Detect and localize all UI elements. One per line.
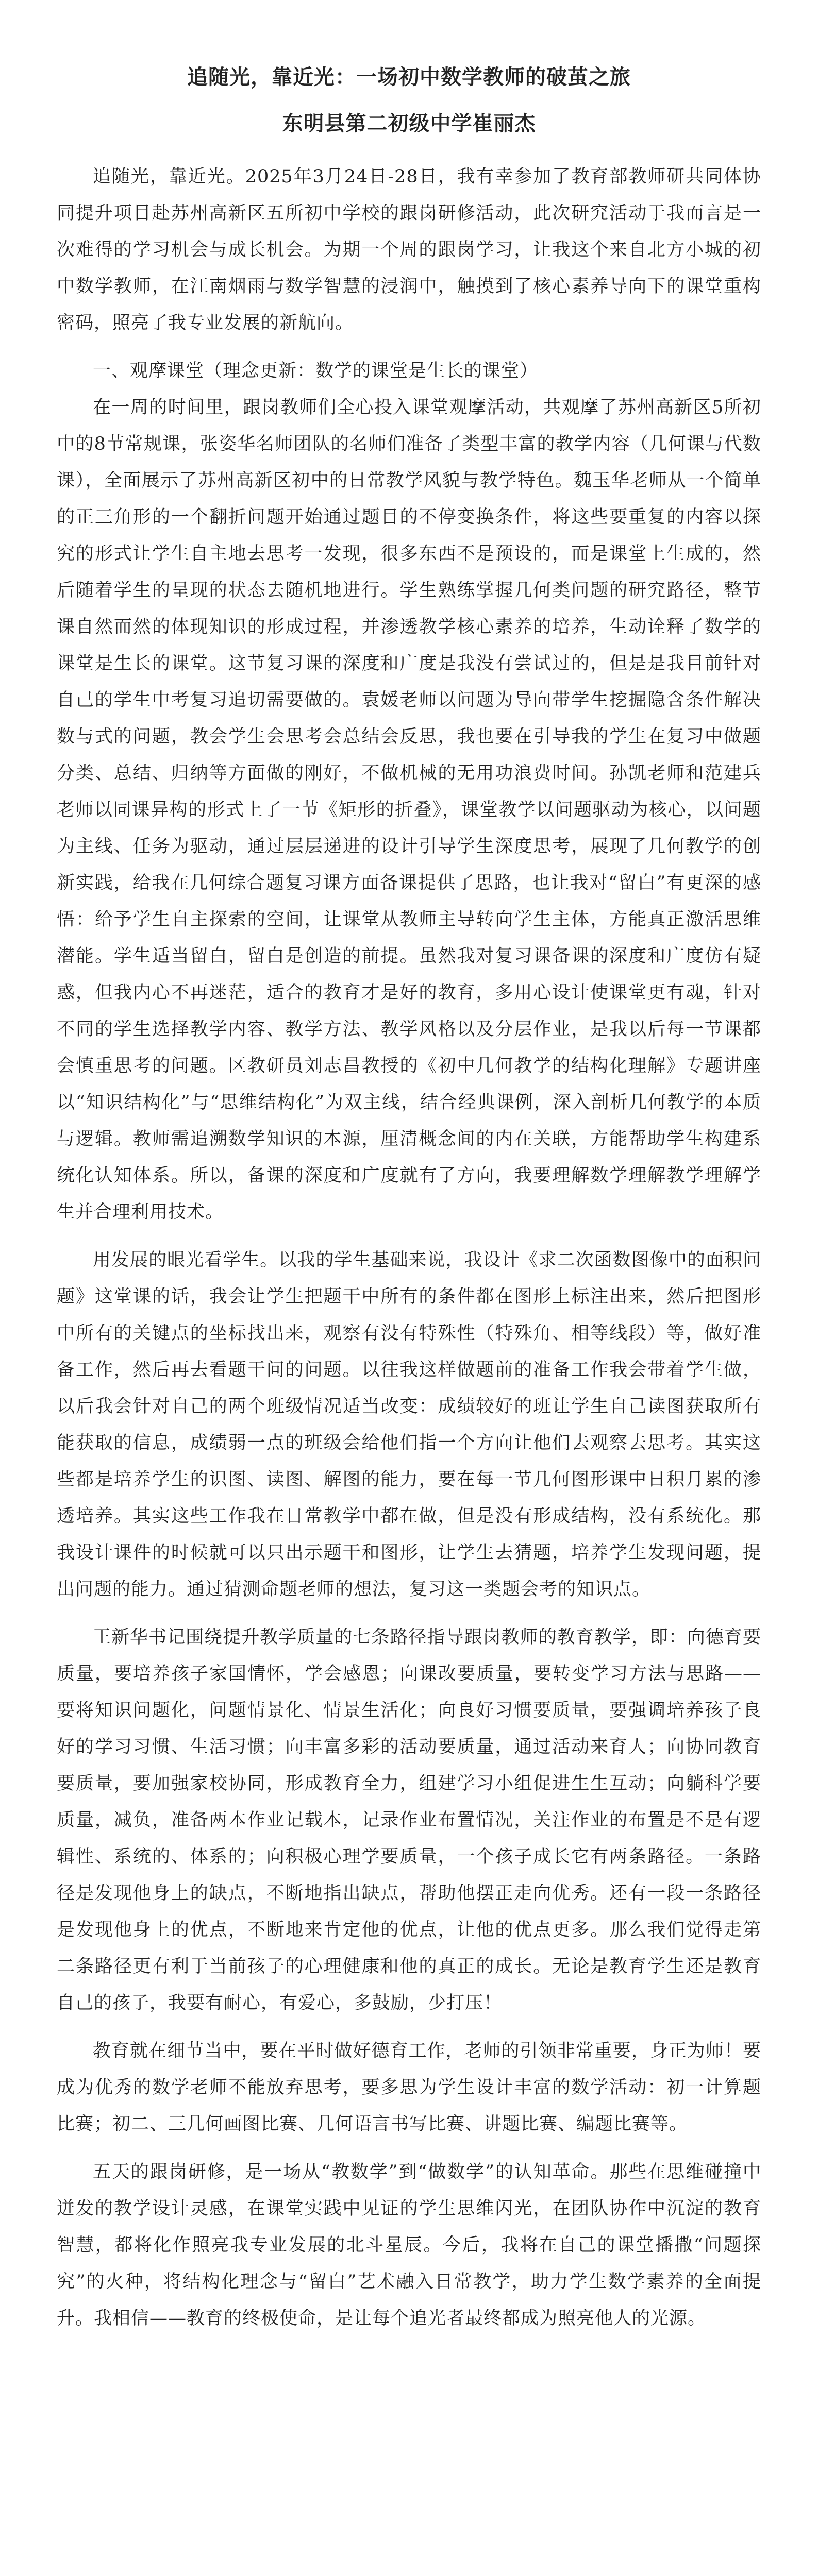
intro-paragraph: 追随光，靠近光。2025年3月24日-28日，我有幸参加了教育部教师研共同体协同提升项目赴苏州高新区五所初中学校的跟岗研修活动，此次研究活动于我而言是一次难得的学习机会与成长机会。为期一个周的跟岗学习，让我这个来自北方小城的初中数学教师，在江南烟雨与数学智慧的浸润中，触摸到了核心素养导向下的课堂重构密码，照亮了我专业发展的新航向。: [57, 166, 761, 333]
section-heading: 一、观摩课堂（理念更新：数学的课堂是生长的课堂）: [93, 361, 539, 381]
body-paragraph: 在一周的时间里，跟岗教师们全心投入课堂观摩活动，共观摩了苏州高新区5所初中的8节常规课，张姿华名师团队的名师们准备了类型丰富的教学内容（几何课与代数课），全面展示了苏州高新区初中的日常教学风貌与教学特色。魏玉华老师从一个简单的正三角形的一个翻折问题开始通过题目的不停变换条件，将这些要重复的内容以探究的形式让学生自主地去思考一发现，很多东西不是预设的，而是课堂上生成的，然后随着学生的呈现的状态去随机地进行。学生熟练掌握几何类问题的研究路径，整节课自然而然的体现知识的形成过程，并渗透教学核心素养的培养，生动诠释了数学的课堂是生长的课堂。这节复习课的深度和广度是我没有尝试过的，但是是我目前针对自己的学生中考复习追切需要做的。袁媛老师以问题为导向带学生挖掘隐含条件解决数与式的问题，教会学生会思考会总结会反思，我也要在引导我的学生在复习中做题分类、总结、归纳等方面做的刚好，不做机械的无用功浪费时间。孙凯老师和范建兵老师以同课异构的形式上了一节《矩形的折叠》，课堂教学以问题驱动为核心，以问题为主线、任务为驱动，通过层层递进的设计引导学生深度思考，展现了几何教学的创新实践，给我在几何综合题复习课方面备课提供了思路，也让我对“留白”有更深的感悟：给予学生自主探索的空间，让课堂从教师主导转向学生主体，方能真正激活思维潜能。学生适当留白，留白是创造的前提。虽然我对复习课备课的深度和广度仿有疑惑，但我内心不再迷茫，适合的教育才是好的教育，多用心设计使课堂更有魂，针对不同的学生选择教学内容、教学方法、教学风格以及分层作业，是我以后每一节课都会慎重思考的问题。区教研员刘志昌教授的《初中几何教学的结构化理解》专题讲座以“知识结构化”与“思维结构化”为双主线，结合经典课例，深入剖析几何教学的本质与逻辑。教师需追溯数学知识的本源，厘清概念间的内在关联，方能帮助学生构建系统化认知体系。所以，备课的深度和广度就有了方向，我要理解数学理解教学理解学生并合理利用技术。: [57, 397, 761, 1223]
body-paragraph: 教育就在细节当中，要在平时做好德育工作，老师的引领非常重要，身正为师！要成为优秀的数学老师不能放弃思考，要多思为学生设计丰富的数学活动：初一计算题比赛；初二、三几何画图比赛、几何语言书写比赛、讲题比赛、编题比赛等。: [57, 2041, 761, 2134]
body-paragraph: 王新华书记围绕提升教学质量的七条路径指导跟岗教师的教育教学，即：向德育要质量，要培养孩子家国情怀，学会感恩；向课改要质量，要转变学习方法与思路——要将知识问题化，问题情景化、情景生活化；向良好习惯要质量，要强调培养孩子良好的学习习惯、生活习惯；向丰富多彩的活动要质量，通过活动来育人；向协同教育要质量，要加强家校协同，形成教育全力，组建学习小组促进生生互动；向躺科学要质量，减负，准备两本作业记载本，记录作业布置情况，关注作业的布置是不是有逻辑性、系统的、体系的；向积极心理学要质量，一个孩子成长它有两条路径。一条路径是发现他身上的缺点，不断地指出缺点，帮助他摆正走向优秀。还有一段一条路径是发现他身上的优点，不断地来肯定他的优点，让他的优点更多。那么我们觉得走第二条路径更有利于当前孩子的心理健康和他的真正的成长。无论是教育学生还是教育自己的孩子，我要有耐心，有爱心，多鼓励，少打压！: [57, 1627, 761, 2013]
document-title: 追随光，靠近光：一场初中数学教师的破茧之旅: [187, 65, 631, 89]
body-paragraph: 用发展的眼光看学生。以我的学生基础来说，我设计《求二次函数图像中的面积问题》这堂课的话，我会让学生把题干中所有的条件都在图形上标注出来，然后把图形中所有的关键点的坐标找出来，观察有没有特殊性（特殊角、相等线段）等，做好准备工作，然后再去看题干问的问题。以往我这样做题前的准备工作我会带着学生做，以后我会针对自己的两个班级情况适当改变：成绩较好的班让学生自己读图获取所有能获取的信息，成绩弱一点的班级会给他们指一个方向让他们去观察去思考。其实这些都是培养学生的识图、读图、解图的能力，要在每一节几何图形课中日积月累的渗透培养。其实这些工作我在日常教学中都在做，但是没有形成结构，没有系统化。那我设计课件的时候就可以只出示题干和图形，让学生去猜题，培养学生发现问题，提出问题的能力。通过猜测命题老师的想法，复习这一类题会考的知识点。: [57, 1250, 761, 1600]
document-author: 东明县第二初级中学崔丽杰: [282, 111, 536, 135]
closing-paragraph: 五天的跟岗研修，是一场从“教数学”到“做数学”的认知革命。那些在思维碰撞中迸发的教学设计灵感，在课堂实践中见证的学生思维闪光，在团队协作中沉淀的教育智慧，都将化作照亮我专业发展的北斗星辰。今后，我将在自己的课堂播撒“问题探究”的火种，将结构化理念与“留白”艺术融入日常教学，助力学生数学素养的全面提升。我相信——教育的终极使命，是让每个追光者最终都成为照亮他人的光源。: [57, 2162, 761, 2329]
